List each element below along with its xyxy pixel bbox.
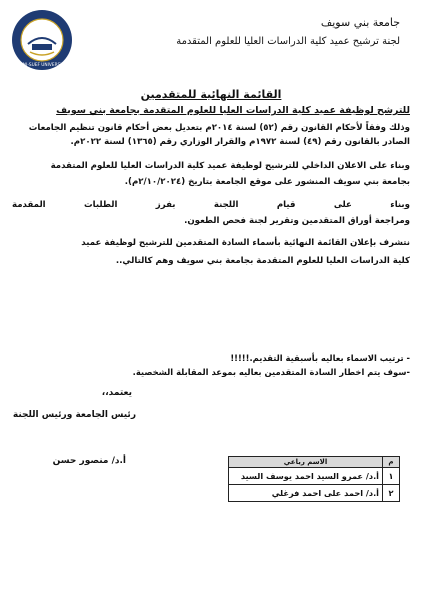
committee-name: لجنة ترشيح عميد كلية الدراسات العليا للعلوم المتقدمة	[176, 36, 400, 47]
row-number: ١	[383, 468, 400, 485]
row-number: ٢	[383, 485, 400, 502]
note-order: - ترتيب الاسماء بعاليه بأسبقية التقديم.!!!!!	[230, 353, 410, 363]
table-header-num: م	[383, 457, 400, 468]
document-title: القائمة النهائية للمتقدمين	[140, 88, 282, 101]
paragraph-6: ومراجعة أوراق المتقدمين وتقرير لجنة فحص الطعون.	[184, 216, 410, 226]
paragraph-3: وبناء على الاعلان الداخلي للترشيح لوظيفة عميد كلية الدراسات العليا للعلوم المتقدمة	[50, 161, 410, 171]
table-header-row	[229, 457, 400, 468]
table-header-name: الاسم رباعي	[229, 457, 383, 468]
approval-text: يعتمد،،	[101, 388, 132, 398]
table-row	[229, 468, 400, 485]
paragraph-7: نتشرف بإعلان القائمة النهائية بأسماء السادة المتقدمين للترشيح لوظيفة عميد	[81, 238, 410, 248]
document-subtitle: للترشح لوظيفة عميد كلية الدراسات العليا للعلوم المتقدمة بجامعة بني سويف	[56, 105, 410, 116]
note-interview: -سوف يتم اخطار السادة المتقدمين بعاليه بموعد المقابلة الشخصية.	[132, 367, 410, 377]
candidate-name: أ.د/ عمرو السيد احمد يوسف السيد	[229, 468, 383, 485]
candidate-name: أ.د/ احمد على احمد فرغلي	[229, 485, 383, 502]
table-row	[229, 485, 400, 502]
paragraph-5: وبناء على قيام اللجنة بفرز الطلبات المقدمة	[12, 200, 410, 210]
university-logo	[10, 8, 74, 72]
paragraph-1: وذلك وفقاً لأحكام القانون رقم (٥٢) لسنة ٢٠١٤م بتعديل بعض أحكام قانون تنظيم الجامعات	[28, 123, 410, 133]
candidates-table	[228, 456, 400, 502]
signatory-role: رئيس الجامعة ورئيس اللجنة	[12, 410, 136, 420]
paragraph-4: بجامعة بني سويف المنشور على موقع الجامعة بتاريخ (٢/١٠/٢٠٢٤م).	[124, 177, 410, 187]
university-name: جامعة بني سويف	[320, 16, 400, 29]
paragraph-2: الصادر بالقانون رقم (٤٩) لسنة ١٩٧٢م والقرار الوزاري رقم (١٣٦٥) لسنة ٢٠٢٢م.	[70, 137, 410, 147]
paragraph-8: كلية الدراسات العليا للعلوم المتقدمة بجامعة بني سويف وهم كالتالي..	[115, 256, 410, 266]
svg-text:BENI-SUEF UNIVERSITY: BENI-SUEF UNIVERSITY	[17, 63, 67, 68]
signatory-name: أ.د/ منصور حسن	[52, 456, 126, 466]
